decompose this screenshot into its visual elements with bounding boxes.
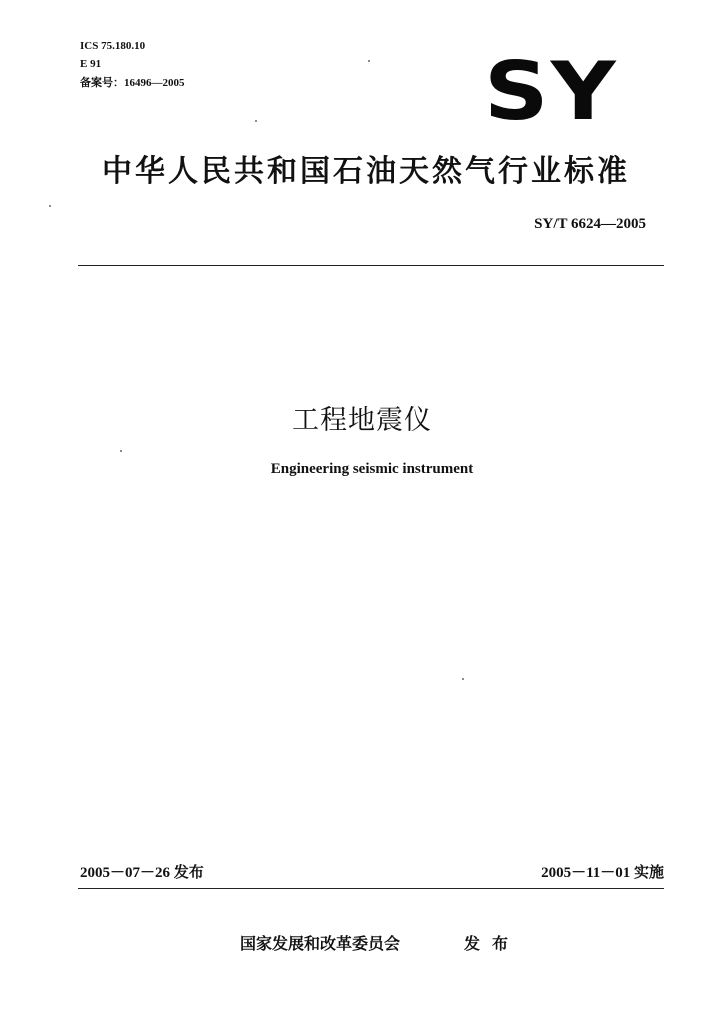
standard-category-title: 中华人民共和国石油天然气行业标准 <box>102 154 630 189</box>
document-title-chinese: 工程地震仪 <box>292 405 432 436</box>
filing-number: 备案号：16496—2005 <box>80 77 185 89</box>
scan-speck <box>462 678 464 680</box>
scan-speck <box>368 60 370 62</box>
ccs-code: E 91 <box>80 58 102 70</box>
scan-speck <box>255 120 257 122</box>
implementation-date: 2005－11－01 实施 <box>541 865 664 881</box>
scan-speck <box>49 205 51 207</box>
bottom-divider <box>78 888 664 889</box>
issue-date: 2005－07－26 发布 <box>80 865 204 881</box>
top-divider <box>78 265 664 266</box>
ics-code: ICS 75.180.10 <box>80 40 146 52</box>
standard-number: SY/T 6624—2005 <box>534 216 646 232</box>
issuing-action: 发布 <box>464 934 521 953</box>
issuing-authority: 国家发展和改革委员会 <box>240 934 401 953</box>
document-title-english: Engineering seismic instrument <box>270 461 474 477</box>
sy-logo: SY <box>484 45 618 138</box>
scan-speck <box>120 450 122 452</box>
